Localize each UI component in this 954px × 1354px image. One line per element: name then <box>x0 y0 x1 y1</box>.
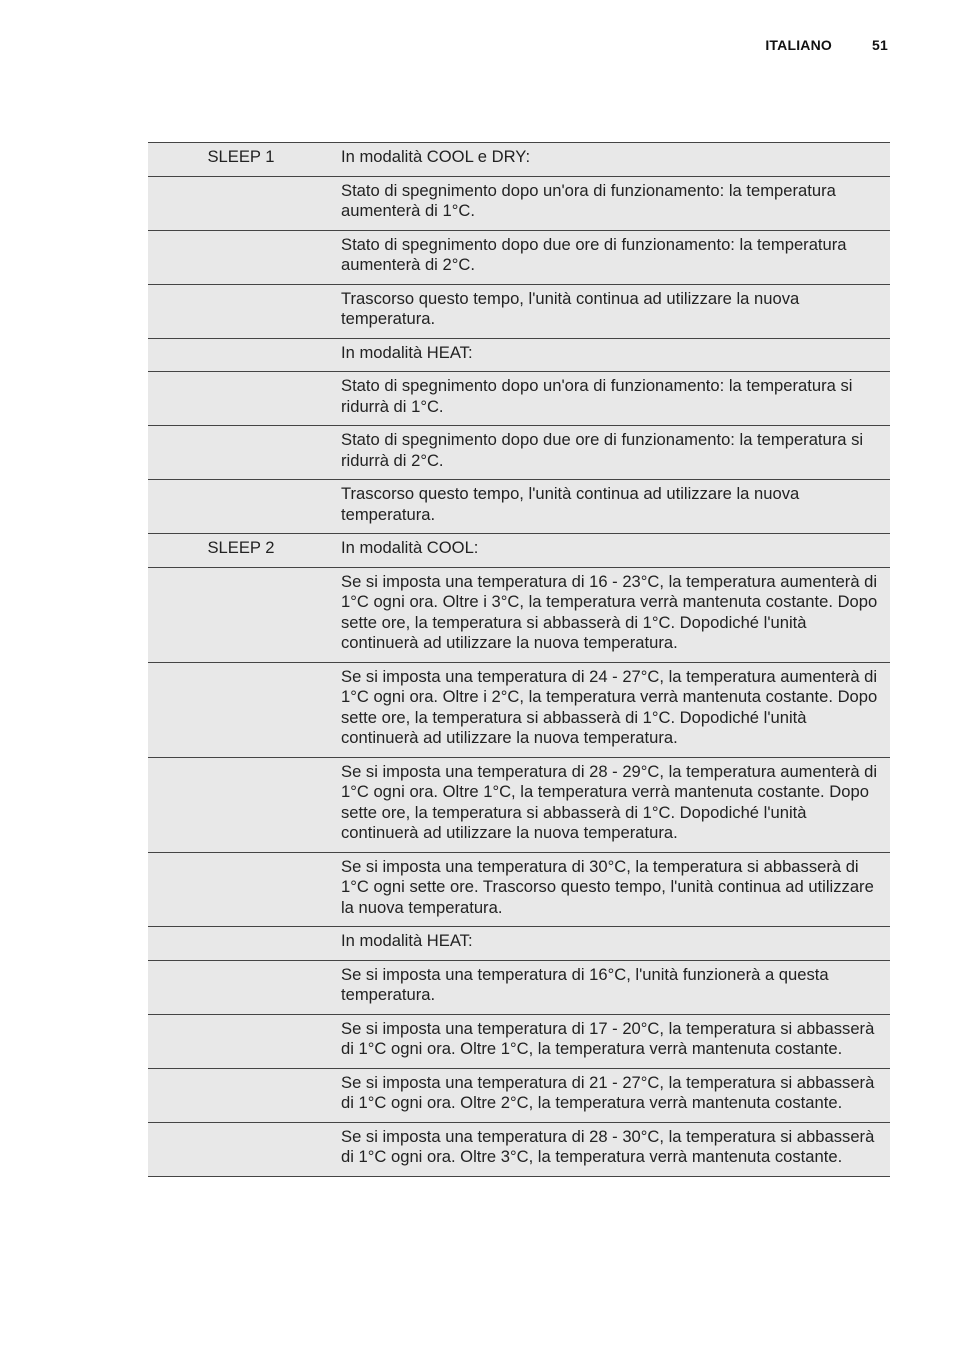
table-row <box>148 284 890 338</box>
mode-cell <box>148 230 334 284</box>
mode-cell <box>148 480 334 534</box>
description-cell: Se si imposta una temperatura di 30°C, la temperatura si abbasserà di 1°C ogni sette ore. Trascorso questo tempo, l'unità continua ad utilizzare la nuova temperatura. <box>334 852 890 927</box>
table-row <box>148 372 890 426</box>
description-cell: Stato di spegnimento dopo due ore di funzionamento: la temperatura aumenterà di 2°C. <box>334 230 890 284</box>
table-row <box>148 176 890 230</box>
table-row <box>148 338 890 372</box>
mode-cell <box>148 927 334 961</box>
table-row <box>148 1122 890 1176</box>
mode-cell: SLEEP 2 <box>148 534 334 568</box>
description-cell: Se si imposta una temperatura di 28 - 30°C, la temperatura si abbasserà di 1°C ogni ora. Oltre 3°C, la temperatura verrà mantenuta costante. <box>334 1122 890 1176</box>
description-cell: Se si imposta una temperatura di 21 - 27°C, la temperatura si abbasserà di 1°C ogni ora. Oltre 2°C, la temperatura verrà mantenuta costante. <box>334 1068 890 1122</box>
language-label: ITALIANO <box>765 37 833 53</box>
mode-cell <box>148 662 334 757</box>
mode-cell <box>148 176 334 230</box>
description-cell: Se si imposta una temperatura di 28 - 29°C, la temperatura aumenterà di 1°C ogni ora. Oltre 1°C, la temperatura verrà mantenuta costante. Dopo sette ore, la temperatura si abbasserà di 1°C. Dopodiché l'unità continuerà ad utilizzare la nuova temperatura. <box>334 757 890 852</box>
table-row <box>148 534 890 568</box>
mode-cell <box>148 960 334 1014</box>
mode-cell: SLEEP 1 <box>148 143 334 177</box>
table-row <box>148 230 890 284</box>
mode-cell <box>148 284 334 338</box>
table-row <box>148 143 890 177</box>
description-cell: Stato di spegnimento dopo due ore di funzionamento: la temperatura si ridurrà di 2°C. <box>334 426 890 480</box>
table-row <box>148 480 890 534</box>
page-number: 51 <box>872 37 888 53</box>
table-row <box>148 1014 890 1068</box>
table-row <box>148 960 890 1014</box>
description-cell: In modalità HEAT: <box>334 338 890 372</box>
description-cell: Se si imposta una temperatura di 16 - 23°C, la temperatura aumenterà di 1°C ogni ora. Oltre i 3°C, la temperatura verrà mantenuta costante. Dopo sette ore, la temperatura si abbasserà di 1°C. Dopodiché l'unità continuerà ad utilizzare la nuova temperatura. <box>334 567 890 662</box>
table-row <box>148 567 890 662</box>
description-cell: In modalità HEAT: <box>334 927 890 961</box>
description-cell: Trascorso questo tempo, l'unità continua ad utilizzare la nuova temperatura. <box>334 480 890 534</box>
page-header <box>765 37 888 53</box>
mode-cell <box>148 426 334 480</box>
description-cell: Se si imposta una temperatura di 16°C, l'unità funzionerà a questa temperatura. <box>334 960 890 1014</box>
description-cell: Trascorso questo tempo, l'unità continua ad utilizzare la nuova temperatura. <box>334 284 890 338</box>
table-row <box>148 662 890 757</box>
table-row <box>148 1068 890 1122</box>
table-row <box>148 927 890 961</box>
mode-cell <box>148 372 334 426</box>
mode-cell <box>148 338 334 372</box>
description-cell: Se si imposta una temperatura di 17 - 20°C, la temperatura si abbasserà di 1°C ogni ora. Oltre 1°C, la temperatura verrà mantenuta costante. <box>334 1014 890 1068</box>
description-cell: Se si imposta una temperatura di 24 - 27°C, la temperatura aumenterà di 1°C ogni ora. Oltre i 2°C, la temperatura verrà mantenuta costante. Dopo sette ore, la temperatura si abbasserà di 1°C. Dopodiché l'unità continuerà ad utilizzare la nuova temperatura. <box>334 662 890 757</box>
mode-cell <box>148 757 334 852</box>
mode-cell <box>148 567 334 662</box>
mode-cell <box>148 852 334 927</box>
description-cell: In modalità COOL: <box>334 534 890 568</box>
mode-cell <box>148 1014 334 1068</box>
description-cell: In modalità COOL e DRY: <box>334 143 890 177</box>
sleep-mode-table <box>148 142 890 1177</box>
mode-cell <box>148 1068 334 1122</box>
table-row <box>148 757 890 852</box>
description-cell: Stato di spegnimento dopo un'ora di funzionamento: la temperatura si ridurrà di 1°C. <box>334 372 890 426</box>
table-row <box>148 852 890 927</box>
mode-cell <box>148 1122 334 1176</box>
table-row <box>148 426 890 480</box>
description-cell: Stato di spegnimento dopo un'ora di funzionamento: la temperatura aumenterà di 1°C. <box>334 176 890 230</box>
